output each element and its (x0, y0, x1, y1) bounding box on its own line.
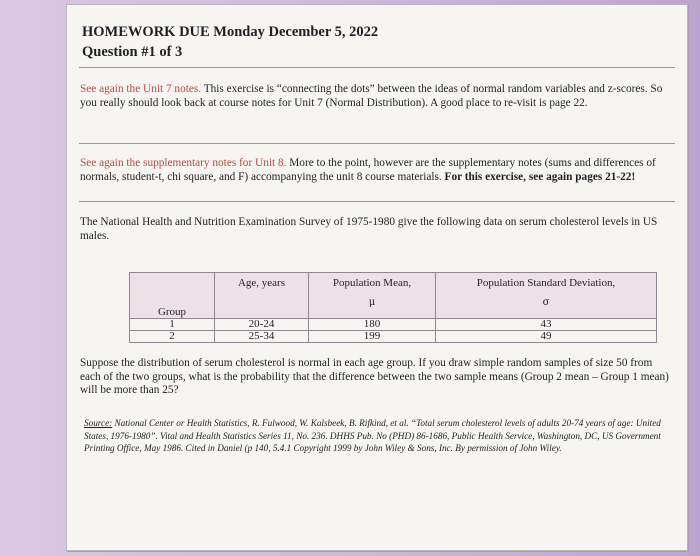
sigma-symbol: σ (542, 297, 550, 308)
unit8-paragraph-text: More to the point, however are the supplementary notes (sums and differences of normals, student-t, chi square, and F) accompanying the unit 8 course materials. (80, 157, 656, 183)
worksheet-page (66, 4, 688, 551)
source-label: Source: (84, 418, 113, 428)
mu-symbol: μ (368, 297, 376, 308)
cholesterol-table (129, 272, 657, 343)
section-divider (79, 143, 675, 144)
header (82, 22, 378, 62)
header-group: Group (130, 273, 215, 319)
unit7-paragraph (80, 83, 672, 110)
source-text: National Center or Health Statistics, R. Fulwood, W. Kalsbeek, B. Rifkind, et al. “Total serum cholesterol levels of adults 20-74 years of age: United States, 1976-1980”. Vital and Health Statistics Series 11, No. 236. DHHS Pub. No (PHD) 86-1686, Public Health Service, Washington, DC, US Government Printing Office, May 1986. Cited in Daniel (p 140, 5.4.1 Copyright 1999 by John Wiley & Sons, Inc. By permission of John Wiley. (84, 418, 661, 454)
header-population-sd: Population Standard Deviation, σ (436, 273, 657, 319)
unit7-paragraph-text: This exercise is “connecting the dots” between the ideas of normal random variables and z-scores. So you really should look back at course notes for Unit 7 (Normal Distribution). A good place to re-visit is page 22. (80, 83, 663, 109)
table-row (130, 331, 657, 343)
cell-age: 25-34 (215, 331, 309, 343)
table-header-row (130, 273, 657, 319)
cell-group: 1 (130, 319, 215, 331)
cell-group: 2 (130, 331, 215, 343)
cell-sd: 49 (436, 331, 657, 343)
table-row (130, 319, 657, 331)
header-divider (79, 67, 675, 68)
survey-intro: The National Health and Nutrition Examination Survey of 1975-1980 give the following data on serum cholesterol levels in US males. (80, 216, 658, 242)
source-citation (84, 417, 674, 455)
probability-question: Suppose the distribution of serum cholesterol is normal in each age group. If you draw simple random samples of size 50 from each of the two groups, what is the probability that the difference between the two sample means (Group 2 mean – Group 1 mean) will be more than 25? (80, 357, 669, 397)
pages-reference: For this exercise, see again pages 21-22! (444, 170, 636, 183)
unit7-notes-reference: See again the Unit 7 notes. (80, 83, 202, 95)
unit8-notes-reference: See again the supplementary notes for Unit 8. (80, 157, 287, 169)
header-age: Age, years (215, 273, 309, 319)
cell-age: 20-24 (215, 319, 309, 331)
cell-mean: 180 (309, 319, 436, 331)
cell-mean: 199 (309, 331, 436, 343)
header-population-mean: Population Mean, μ (309, 273, 436, 319)
unit8-paragraph (80, 157, 672, 184)
question-number: Question #1 of 3 (82, 44, 183, 60)
cell-sd: 43 (436, 319, 657, 331)
section-divider (79, 201, 675, 202)
homework-title: HOMEWORK DUE Monday December 5, 2022 (82, 24, 379, 40)
